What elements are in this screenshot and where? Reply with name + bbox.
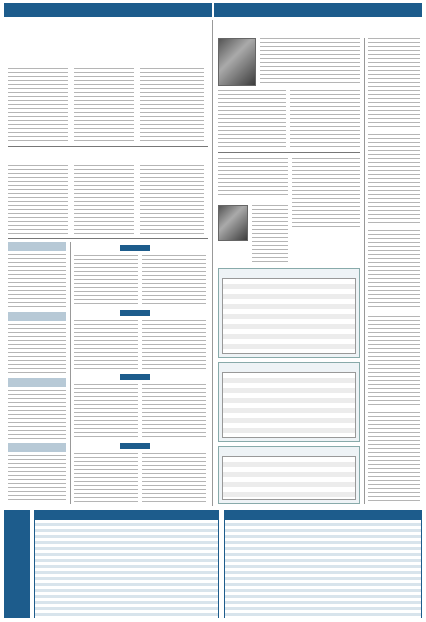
divider: [8, 238, 208, 239]
vertical-banner: [4, 510, 30, 618]
masthead-left: [4, 3, 212, 17]
divider: [218, 152, 360, 153]
data-table: [222, 372, 356, 438]
stock-table-left-title: [35, 511, 218, 520]
grid-article: [74, 320, 138, 370]
section-header: [8, 242, 66, 251]
bottom-band: [4, 510, 422, 618]
grid-article: [142, 384, 206, 439]
second-article-col-2: [74, 165, 134, 235]
lead-article-col-3: [140, 68, 204, 144]
page-divider: [212, 20, 213, 506]
column-body-2: [290, 90, 360, 150]
stock-table-left: [34, 510, 219, 618]
lead-headline: [8, 22, 213, 62]
grid-article: [142, 320, 206, 370]
side-article-1: [8, 254, 66, 309]
lead-article-col-2: [74, 68, 134, 144]
sidebar-text: [368, 412, 420, 504]
sidebar-text: [368, 38, 420, 128]
column-divider: [70, 242, 71, 504]
sidebar-text: [368, 230, 420, 310]
data-table: [222, 456, 356, 500]
column-intro: [260, 38, 360, 86]
masthead: [4, 3, 422, 17]
feature-photo: [218, 205, 248, 241]
feature-body: [292, 158, 360, 228]
second-article-col-1: [8, 165, 68, 235]
feature-lead: [218, 158, 288, 198]
stock-table-right-body: [225, 520, 421, 619]
divider: [8, 146, 208, 147]
lead-article-col-1: [8, 68, 68, 144]
side-article-4: [8, 455, 66, 503]
date-badge: [120, 443, 150, 449]
data-table: [222, 278, 356, 354]
grid-article: [142, 255, 206, 307]
section-header: [8, 312, 66, 321]
second-article-col-3: [140, 165, 204, 235]
section-header: [8, 378, 66, 387]
sidebar-text: [368, 134, 420, 224]
stock-table-right-title: [225, 511, 421, 520]
grid-article: [74, 453, 138, 505]
author-photo: [218, 38, 256, 86]
grid-article: [74, 255, 138, 307]
column-body-1: [218, 90, 286, 150]
date-badge: [120, 310, 150, 316]
date-badge: [120, 245, 150, 251]
stock-table-right: [224, 510, 422, 618]
second-headline: [28, 149, 206, 161]
column-divider: [364, 38, 365, 504]
grid-article: [142, 453, 206, 505]
date-badge: [120, 374, 150, 380]
side-article-2: [8, 324, 66, 374]
masthead-right: [214, 3, 422, 17]
feature-body-2: [252, 205, 288, 265]
grid-article: [74, 384, 138, 439]
sidebar-text: [368, 316, 420, 406]
section-header: [8, 443, 66, 452]
stock-table-left-body: [35, 520, 218, 619]
side-article-3: [8, 390, 66, 440]
